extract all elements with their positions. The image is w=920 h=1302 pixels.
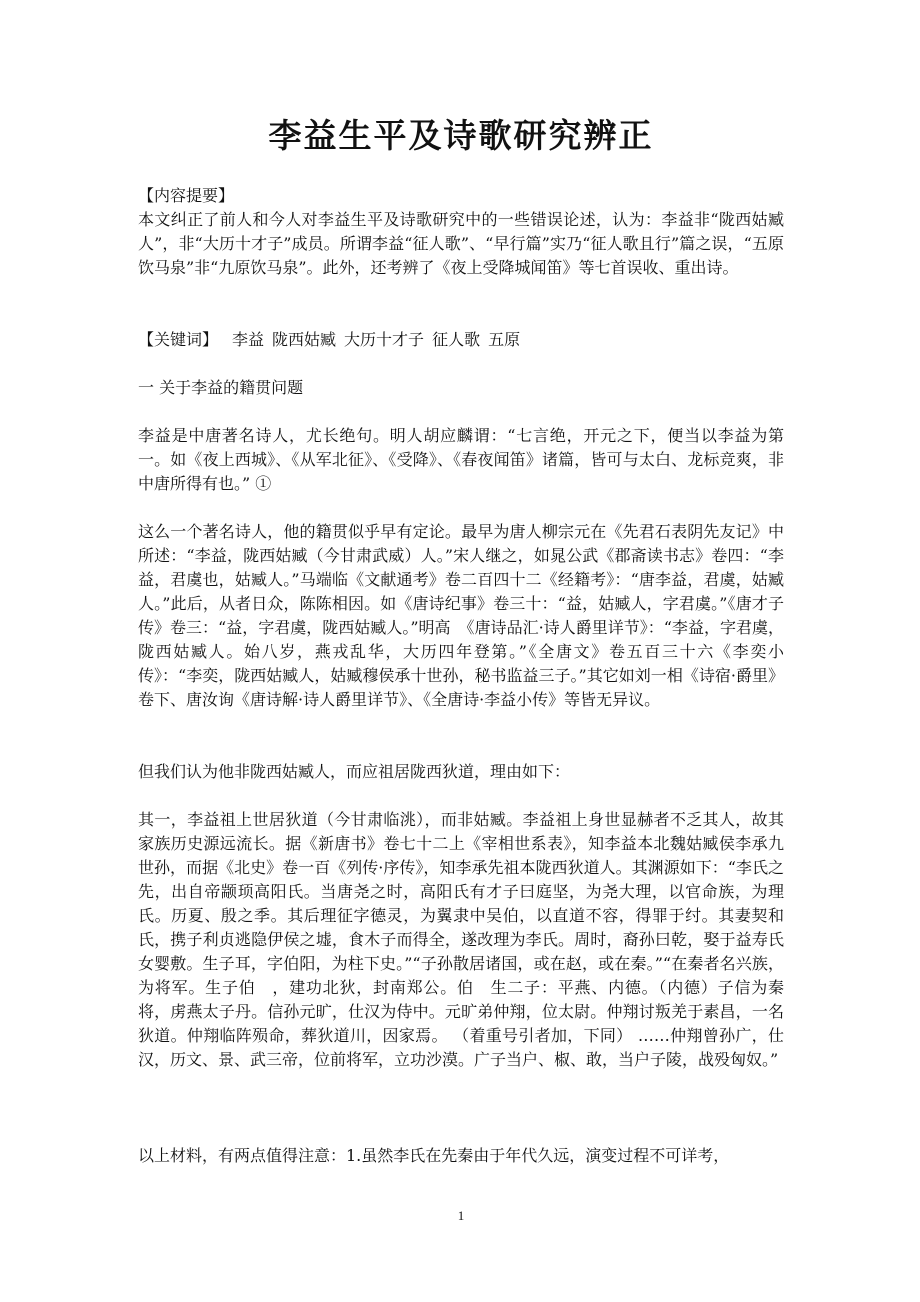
paragraph: 但我们认为他非陇西姑臧人，而应祖居陇西狄道，理由如下： bbox=[138, 762, 571, 781]
abstract-text: 本文纠正了前人和今人对李益生平及诗歌研究中的一些错误论述，认为：李益非“陇西姑臧人”，非“大历十才子”成员。所谓李益“征人歌”、“早行篇”实乃“征人歌且行”篇之误，“五原饮马泉”非“九原饮马泉”。此外，还考辨了《夜上受降城闻笛》等七首误收、重出诗。 bbox=[138, 210, 784, 277]
abstract-label: 【内容提要】 bbox=[138, 186, 235, 205]
keyword: 李益 bbox=[232, 330, 265, 349]
keyword: 陇西姑臧 bbox=[272, 330, 337, 349]
document-title: 李益生平及诗歌研究辨正 bbox=[268, 116, 654, 155]
paragraph: 以上材料，有两点值得注意：1.虽然李氏在先秦由于年代久远，演变过程不可详考， bbox=[138, 1146, 730, 1165]
keyword: 征人歌 bbox=[432, 330, 481, 349]
paragraph: 这么一个著名诗人，他的籍贯似乎早有定论。最早为唐人柳宗元在《先君石表阴先友记》中所述：“李益，陇西姑臧（今甘肃武威）人。”宋人继之，如晁公武《郡斋读书志》卷四：“李益，君虞也，姑臧人。”马端临《文献通考》卷二百四十二《经籍考》：“唐李益，君虞，姑臧人。”此后，从者日众，陈陈相因。如《唐诗纪事》卷三十：“益，姑臧人，字君虞。”《唐才子传》卷三：“益，字君虞，陇西姑臧人。”明高 《唐诗品汇·诗人爵里详节》：“李益，字君虞，陇西姑臧人。始八岁，燕戎乱华，大历四年登第。”《全唐文》卷五百三十六《李奕小传》：“李奕，陇西姑臧人，姑臧穆侯承十世孙，秘书监益三子。”其它如刘一相《诗宿·爵里》卷下、唐汝询《唐诗解·诗人爵里详节》、《全唐诗·李益小传》等皆无异议。 bbox=[138, 522, 784, 709]
keyword: 大历十才子 bbox=[344, 330, 425, 349]
keyword: 五原 bbox=[488, 330, 521, 349]
paragraph: 李益是中唐著名诗人，尤长绝句。明人胡应麟谓：“七言绝，开元之下，便当以李益为第一。如《夜上西城》、《从军北征》、《受降》、《春夜闻笛》诸篇，皆可与太白、龙标竞爽，非中唐所得有也。” ① bbox=[138, 426, 784, 493]
paragraph: 其一，李益祖上世居狄道（今甘肃临洮），而非姑臧。李益祖上身世显赫者不乏其人，故其家族历史源远流长。据《新唐书》卷七十二上《宰相世系表》，知李益本北魏姑臧侯李承九世孙，而据《北史》卷一百《列传·序传》，知李承先祖本陇西狄道人。其渊源如下：“李氏之先，出自帝颛顼高阳氏。当唐尧之时，高阳氏有才子曰庭坚，为尧大理，以官命族，为理氏。历夏、殷之季。其后理征字德灵，为翼隶中吴伯，以直道不容，得罪于纣。其妻契和氏，携子利贞逃隐伊侯之墟，食木子而得全，遂改理为李氏。周时，裔孙曰乾，娶于益寿氏女婴敷。生子耳，字伯阳，为柱下史。”“子孙散居诸国，或在赵，或在秦。”“在秦者名兴族，为将军。生子伯 ，建功北狄，封南郑公。伯 生二子：平燕、内德。（内德）子信为秦将，虏燕太子丹。信孙元旷，仕汉为侍中。元旷弟仲翔，位太尉。仲翔讨叛羌于素昌，一名狄道。仲翔临阵殒命，葬狄道川，因家焉。 （着重号引者加，下同） ……仲翔曾孙广，仕汉，历文、景、武三帝，位前将军，立功沙漠。广子当户、椒、敢，当户子陵，战殁匈奴。” bbox=[138, 810, 784, 1069]
section-heading: 一 关于李益的籍贯问题 bbox=[138, 378, 304, 397]
keywords-line bbox=[138, 328, 784, 352]
page-number: 1 bbox=[457, 1208, 465, 1223]
keywords-label: 【关键词】 bbox=[138, 330, 219, 349]
